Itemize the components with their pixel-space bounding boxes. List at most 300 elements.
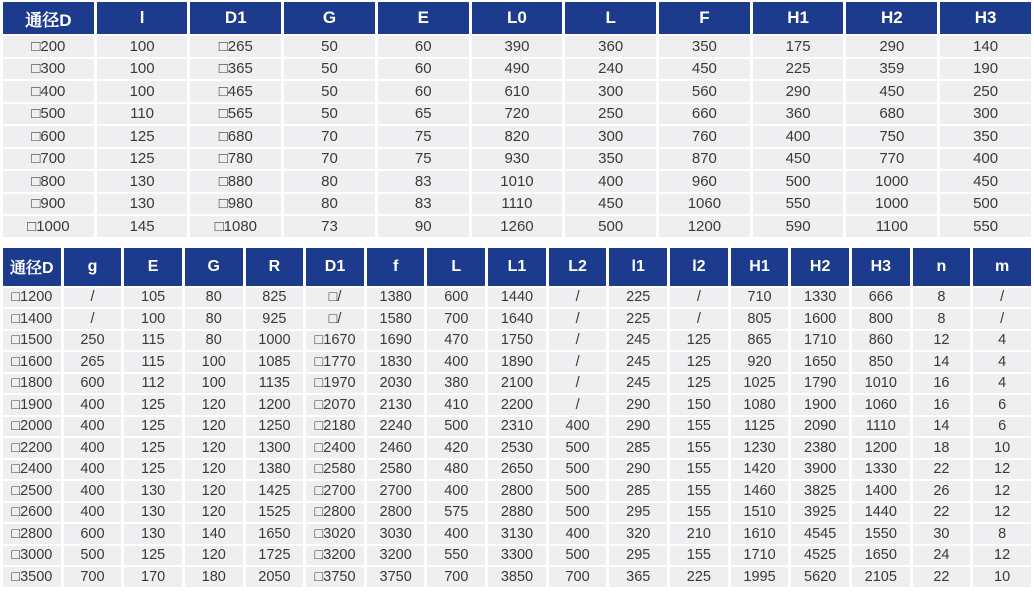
column-header: E: [378, 2, 469, 34]
table-cell: □1770: [306, 352, 364, 372]
table-row: [3, 481, 1031, 501]
table-cell: 300: [565, 126, 656, 147]
table-row: [3, 524, 1031, 544]
table-cell: 2460: [367, 438, 425, 458]
table-cell: 350: [940, 126, 1031, 147]
table-cell: 1000: [846, 171, 937, 192]
table-cell: 1060: [852, 395, 910, 415]
table-cell: 930: [472, 149, 563, 170]
column-header: D1: [306, 248, 364, 286]
table-cell: 80: [185, 288, 243, 308]
table-cell: 100: [124, 309, 182, 329]
table-cell: 155: [670, 481, 728, 501]
table-cell: 1440: [488, 288, 546, 308]
table-cell: 2050: [246, 567, 304, 587]
table-cell: 14: [913, 417, 971, 437]
table-header: [3, 248, 1031, 286]
table-cell: 1420: [731, 460, 789, 480]
table-cell: □/: [306, 288, 364, 308]
table-row: [3, 149, 1031, 170]
table-cell: 125: [124, 395, 182, 415]
table-cell: 1725: [246, 546, 304, 566]
table-cell: 1640: [488, 309, 546, 329]
table-cell: 500: [549, 460, 607, 480]
table-cell: 700: [427, 309, 485, 329]
column-header: H1: [731, 248, 789, 286]
table-cell: /: [670, 309, 728, 329]
table-cell: □3200: [306, 546, 364, 566]
table-cell: 225: [670, 567, 728, 587]
table-cell: 500: [940, 194, 1031, 215]
table-cell: 2580: [367, 460, 425, 480]
table-cell: 3130: [488, 524, 546, 544]
table-cell: 18: [913, 438, 971, 458]
table-cell: 660: [659, 104, 750, 125]
table-cell: 400: [940, 149, 1031, 170]
table-cell: 575: [427, 503, 485, 523]
table-cell: 125: [124, 417, 182, 437]
table-cell: 710: [731, 288, 789, 308]
table-cell: 2100: [488, 374, 546, 394]
table-cell: 225: [753, 59, 844, 80]
table-row: [3, 194, 1031, 215]
table-cell: □1970: [306, 374, 364, 394]
table-cell: 120: [185, 438, 243, 458]
table-cell: 125: [124, 438, 182, 458]
table-cell: 265: [64, 352, 122, 372]
table-cell: 360: [565, 36, 656, 57]
table-cell: 1000: [246, 331, 304, 351]
table-cell: 500: [64, 546, 122, 566]
table-cell: 470: [427, 331, 485, 351]
table-cell: 5620: [791, 567, 849, 587]
table-cell: □1600: [3, 352, 61, 372]
table-cell: 3300: [488, 546, 546, 566]
table-cell: 350: [659, 36, 750, 57]
column-header: D1: [190, 2, 281, 34]
table-cell: 1995: [731, 567, 789, 587]
table-cell: 610: [472, 81, 563, 102]
table-cell: 245: [609, 352, 667, 372]
table-row: [3, 417, 1031, 437]
table-cell: □2580: [306, 460, 364, 480]
table-cell: /: [549, 395, 607, 415]
table-cell: 16: [913, 374, 971, 394]
table-cell: 120: [185, 481, 243, 501]
column-header: H3: [940, 2, 1031, 34]
table-cell: 1830: [367, 352, 425, 372]
table-cell: 2090: [791, 417, 849, 437]
table-cell: 2800: [367, 503, 425, 523]
table-cell: 1200: [852, 438, 910, 458]
table-cell: 4: [973, 352, 1031, 372]
table-cell: 210: [670, 524, 728, 544]
table-cell: 120: [185, 546, 243, 566]
column-header: L: [565, 2, 656, 34]
table-cell: 10: [973, 567, 1031, 587]
table-cell: 3900: [791, 460, 849, 480]
table-cell: 290: [609, 460, 667, 480]
table-cell: 250: [565, 104, 656, 125]
table-cell: 155: [670, 546, 728, 566]
table-row: [3, 438, 1031, 458]
table-cell: □2000: [3, 417, 61, 437]
table-cell: □1800: [3, 374, 61, 394]
table-cell: 600: [64, 524, 122, 544]
table-row: [3, 171, 1031, 192]
table-cell: 365: [609, 567, 667, 587]
table-cell: 700: [549, 567, 607, 587]
table-cell: 920: [731, 352, 789, 372]
table-cell: 50: [284, 104, 375, 125]
table-cell: 820: [472, 126, 563, 147]
column-header: m: [973, 248, 1031, 286]
table-cell: 1135: [246, 374, 304, 394]
table-cell: □900: [3, 194, 94, 215]
table-cell: 1200: [659, 216, 750, 237]
table-cell: /: [549, 288, 607, 308]
table-cell: 450: [846, 81, 937, 102]
table-cell: 870: [659, 149, 750, 170]
table-cell: /: [549, 309, 607, 329]
table-cell: 1550: [852, 524, 910, 544]
table-cell: 60: [378, 36, 469, 57]
table-cell: 2700: [367, 481, 425, 501]
table-cell: 24: [913, 546, 971, 566]
table-cell: □300: [3, 59, 94, 80]
table-cell: 300: [940, 104, 1031, 125]
column-header: l2: [670, 248, 728, 286]
table-cell: □1080: [190, 216, 281, 237]
table-row: [3, 374, 1031, 394]
dimension-table-bottom: [0, 246, 1034, 589]
table-cell: 4: [973, 374, 1031, 394]
table-row: [3, 460, 1031, 480]
table-cell: 155: [670, 417, 728, 437]
column-header: f: [367, 248, 425, 286]
table-cell: 500: [549, 438, 607, 458]
table-cell: 420: [427, 438, 485, 458]
table-cell: 290: [609, 395, 667, 415]
table-cell: 80: [284, 171, 375, 192]
column-header: H2: [791, 248, 849, 286]
table-cell: 805: [731, 309, 789, 329]
table-cell: 2130: [367, 395, 425, 415]
table-row: [3, 352, 1031, 372]
column-header: L0: [472, 2, 563, 34]
table-cell: □2800: [3, 524, 61, 544]
table-cell: 1110: [852, 417, 910, 437]
table-row: [3, 126, 1031, 147]
table-cell: 1650: [791, 352, 849, 372]
table-cell: /: [549, 374, 607, 394]
table-cell: 2310: [488, 417, 546, 437]
table-cell: 12: [973, 481, 1031, 501]
table-cell: 1400: [852, 481, 910, 501]
table-cell: 1110: [472, 194, 563, 215]
column-header: 通径D: [3, 2, 94, 34]
table-cell: 175: [753, 36, 844, 57]
table-cell: 225: [609, 309, 667, 329]
table-cell: 16: [913, 395, 971, 415]
table-cell: 130: [124, 524, 182, 544]
table-cell: □/: [306, 309, 364, 329]
table-cell: 80: [284, 194, 375, 215]
table-row: [3, 309, 1031, 329]
table-cell: 73: [284, 216, 375, 237]
table-cell: 1000: [846, 194, 937, 215]
table-cell: 180: [185, 567, 243, 587]
table-cell: 100: [97, 36, 188, 57]
table-row: [3, 331, 1031, 351]
table-cell: 90: [378, 216, 469, 237]
table-cell: □2070: [306, 395, 364, 415]
table-cell: 155: [670, 460, 728, 480]
table-cell: 480: [427, 460, 485, 480]
table-cell: 115: [124, 331, 182, 351]
table-cell: 155: [670, 503, 728, 523]
table-cell: 1010: [852, 374, 910, 394]
table-cell: 450: [565, 194, 656, 215]
table-cell: 145: [97, 216, 188, 237]
table-cell: 390: [472, 36, 563, 57]
table-cell: □400: [3, 81, 94, 102]
table-cell: 500: [549, 503, 607, 523]
table-cell: 50: [284, 36, 375, 57]
table-cell: 320: [609, 524, 667, 544]
table-cell: 560: [659, 81, 750, 102]
table-cell: 400: [64, 503, 122, 523]
table-cell: 1330: [791, 288, 849, 308]
table-cell: 750: [846, 126, 937, 147]
table-cell: 960: [659, 171, 750, 192]
table-cell: 70: [284, 149, 375, 170]
table-cell: 75: [378, 126, 469, 147]
table-cell: 2650: [488, 460, 546, 480]
table-cell: 1230: [731, 438, 789, 458]
table-cell: 380: [427, 374, 485, 394]
column-header: L: [427, 248, 485, 286]
table-cell: 1510: [731, 503, 789, 523]
table-cell: 410: [427, 395, 485, 415]
column-header: E: [124, 248, 182, 286]
table-cell: 2240: [367, 417, 425, 437]
table-cell: 590: [753, 216, 844, 237]
table-cell: 65: [378, 104, 469, 125]
table-cell: 760: [659, 126, 750, 147]
table-cell: 500: [549, 481, 607, 501]
table-cell: 800: [852, 309, 910, 329]
table-cell: 240: [565, 59, 656, 80]
table-cell: 1580: [367, 309, 425, 329]
table-cell: 4: [973, 331, 1031, 351]
table-cell: 450: [659, 59, 750, 80]
table-cell: 400: [427, 481, 485, 501]
table-cell: 1890: [488, 352, 546, 372]
table-cell: 1380: [367, 288, 425, 308]
table-cell: 400: [64, 417, 122, 437]
table-row: [3, 104, 1031, 125]
table-row: [3, 59, 1031, 80]
table-cell: □265: [190, 36, 281, 57]
table-cell: 1600: [791, 309, 849, 329]
table-cell: 400: [427, 524, 485, 544]
table-cell: 120: [185, 417, 243, 437]
table-cell: 1380: [246, 460, 304, 480]
table-cell: 2200: [488, 395, 546, 415]
table-row: [3, 395, 1031, 415]
table-cell: 666: [852, 288, 910, 308]
table-cell: □2600: [3, 503, 61, 523]
table-cell: □1500: [3, 331, 61, 351]
table-cell: 1100: [846, 216, 937, 237]
table-cell: 850: [852, 352, 910, 372]
table-cell: 295: [609, 503, 667, 523]
table-cell: 400: [753, 126, 844, 147]
table-cell: 12: [913, 331, 971, 351]
table-cell: 3925: [791, 503, 849, 523]
table-cell: □2180: [306, 417, 364, 437]
table-cell: 105: [124, 288, 182, 308]
table-cell: 8: [913, 309, 971, 329]
table-cell: □2200: [3, 438, 61, 458]
table-cell: 300: [565, 81, 656, 102]
table-cell: 3200: [367, 546, 425, 566]
column-header: l1: [609, 248, 667, 286]
table-cell: □800: [3, 171, 94, 192]
table-cell: 190: [940, 59, 1031, 80]
table-cell: 400: [427, 352, 485, 372]
table-cell: 4545: [791, 524, 849, 544]
table-cell: 3750: [367, 567, 425, 587]
table-cell: □1670: [306, 331, 364, 351]
table-cell: □700: [3, 149, 94, 170]
table-cell: 1250: [246, 417, 304, 437]
table-cell: 700: [64, 567, 122, 587]
table-cell: 125: [670, 352, 728, 372]
table-cell: 359: [846, 59, 937, 80]
table-cell: 1125: [731, 417, 789, 437]
table-cell: 22: [913, 567, 971, 587]
table-cell: 550: [427, 546, 485, 566]
table-cell: 550: [940, 216, 1031, 237]
table-cell: 80: [185, 331, 243, 351]
table-cell: 120: [185, 395, 243, 415]
table-cell: 4525: [791, 546, 849, 566]
table-cell: 550: [753, 194, 844, 215]
table-cell: 500: [753, 171, 844, 192]
table-cell: 60: [378, 59, 469, 80]
table-cell: 112: [124, 374, 182, 394]
table-cell: 1260: [472, 216, 563, 237]
table-cell: 1750: [488, 331, 546, 351]
table-cell: 130: [97, 171, 188, 192]
table-cell: 130: [97, 194, 188, 215]
table-cell: 1650: [852, 546, 910, 566]
table-cell: 1060: [659, 194, 750, 215]
table-cell: 400: [549, 524, 607, 544]
table-row: [3, 288, 1031, 308]
table-cell: 1200: [246, 395, 304, 415]
table-cell: 140: [185, 524, 243, 544]
table-cell: 140: [940, 36, 1031, 57]
table-cell: 12: [973, 460, 1031, 480]
table-row: [3, 546, 1031, 566]
column-header: 通径D: [3, 248, 61, 286]
table-cell: □980: [190, 194, 281, 215]
table-cell: 83: [378, 194, 469, 215]
table-cell: 1525: [246, 503, 304, 523]
table-cell: 115: [124, 352, 182, 372]
table-cell: □200: [3, 36, 94, 57]
column-header: g: [64, 248, 122, 286]
table-cell: 295: [609, 546, 667, 566]
table-cell: 770: [846, 149, 937, 170]
table-cell: 450: [753, 149, 844, 170]
table-cell: 720: [472, 104, 563, 125]
table-cell: □465: [190, 81, 281, 102]
table-cell: 2800: [488, 481, 546, 501]
table-cell: /: [549, 331, 607, 351]
table-cell: 22: [913, 503, 971, 523]
table-cell: 400: [549, 417, 607, 437]
table-cell: 3825: [791, 481, 849, 501]
table-cell: □2400: [306, 438, 364, 458]
column-header: H3: [852, 248, 910, 286]
table-cell: 400: [64, 438, 122, 458]
table-row: [3, 503, 1031, 523]
table-cell: 125: [97, 126, 188, 147]
column-header: L1: [488, 248, 546, 286]
header-row: [3, 248, 1031, 286]
table-cell: 1025: [731, 374, 789, 394]
table-cell: 1650: [246, 524, 304, 544]
table-cell: 1460: [731, 481, 789, 501]
table-cell: 155: [670, 438, 728, 458]
table-cell: □3020: [306, 524, 364, 544]
table-cell: 2530: [488, 438, 546, 458]
table-cell: □2500: [3, 481, 61, 501]
table-cell: 865: [731, 331, 789, 351]
table-cell: □1200: [3, 288, 61, 308]
table-cell: 100: [97, 59, 188, 80]
table-cell: 110: [97, 104, 188, 125]
table-cell: 400: [565, 171, 656, 192]
table-cell: /: [549, 352, 607, 372]
column-header: L2: [549, 248, 607, 286]
table-cell: 450: [940, 171, 1031, 192]
table-cell: 125: [124, 460, 182, 480]
table-cell: 350: [565, 149, 656, 170]
table-cell: □2400: [3, 460, 61, 480]
column-header: n: [913, 248, 971, 286]
table-cell: □780: [190, 149, 281, 170]
table-cell: 6: [973, 417, 1031, 437]
dimension-table-top: [0, 0, 1034, 239]
table-cell: 80: [185, 309, 243, 329]
table-cell: 100: [185, 352, 243, 372]
table-cell: □1400: [3, 309, 61, 329]
table-cell: 860: [852, 331, 910, 351]
table-cell: 1790: [791, 374, 849, 394]
table-cell: 130: [124, 481, 182, 501]
table-row: [3, 216, 1031, 237]
table-cell: □3000: [3, 546, 61, 566]
table-cell: 125: [124, 546, 182, 566]
table-cell: 400: [64, 460, 122, 480]
table-cell: 3850: [488, 567, 546, 587]
table-cell: 170: [124, 567, 182, 587]
